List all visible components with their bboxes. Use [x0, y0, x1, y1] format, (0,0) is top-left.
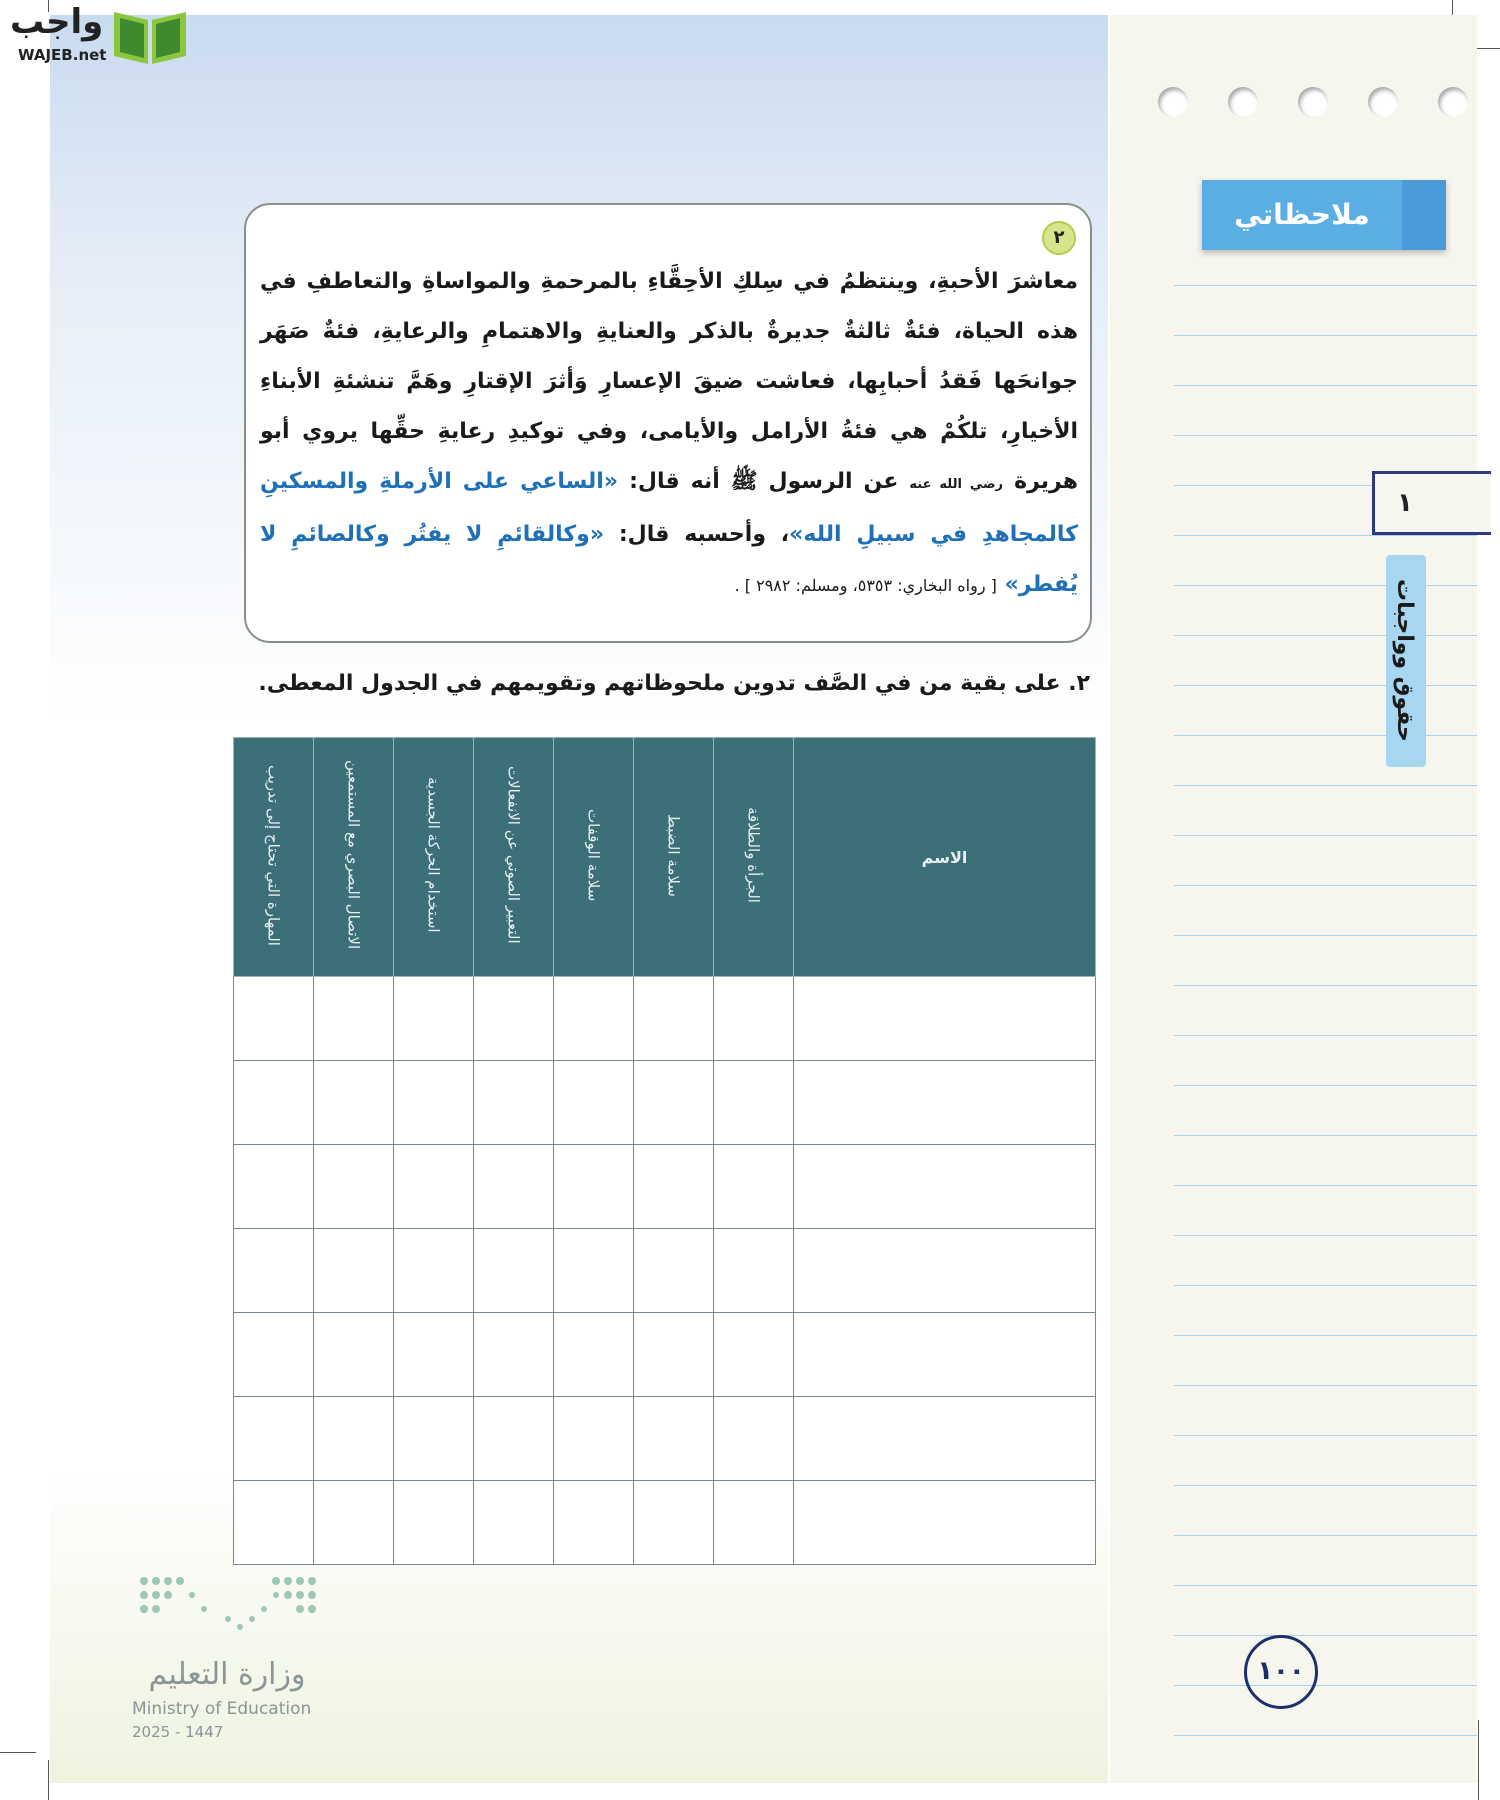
rating-cell[interactable] [234, 1229, 314, 1313]
edition-year: 2025 - 1447 [132, 1723, 224, 1741]
rating-cell[interactable] [474, 1061, 554, 1145]
rating-cell[interactable] [234, 977, 314, 1061]
crop-mark [48, 1760, 49, 1800]
ruled-line [1174, 935, 1477, 936]
rating-cell[interactable] [394, 1229, 474, 1313]
ruled-line [1174, 1485, 1477, 1486]
rating-cell[interactable] [314, 1229, 394, 1313]
hadith-box [244, 203, 1092, 643]
ruled-line [1174, 1585, 1477, 1586]
table-row [234, 1481, 1096, 1565]
ministry-logo [132, 1575, 332, 1745]
item-number-badge: ٢ [1042, 221, 1076, 255]
rating-cell[interactable] [714, 977, 794, 1061]
unit-title: حقوق وواجبات [1392, 579, 1417, 742]
rating-cell[interactable] [714, 1229, 794, 1313]
site-logo [6, 2, 188, 68]
rating-cell[interactable] [714, 1481, 794, 1565]
ruled-line [1174, 1235, 1477, 1236]
ministry-name-en: Ministry of Education [132, 1699, 312, 1719]
name-cell[interactable] [794, 1229, 1096, 1313]
companion-honorific: رضي الله عنه [909, 477, 1004, 492]
header-criterion: استخدام الحركة الجسدية [394, 738, 474, 977]
ruled-line [1174, 1085, 1477, 1086]
ruled-line [1174, 1635, 1477, 1636]
rating-cell[interactable] [394, 1481, 474, 1565]
ruled-line [1174, 1135, 1477, 1136]
hadith-reference: [ رواه البخاري: ٥٣٥٣، ومسلم: ٢٩٨٢ ] . [734, 576, 997, 595]
hadith-narration: عن الرسول [768, 469, 899, 494]
table-row [234, 1061, 1096, 1145]
ruled-line [1174, 1435, 1477, 1436]
rating-cell[interactable] [634, 1481, 714, 1565]
rating-cell[interactable] [314, 1145, 394, 1229]
rating-cell[interactable] [474, 1229, 554, 1313]
rating-cell[interactable] [714, 1397, 794, 1481]
ruled-line [1174, 1735, 1477, 1736]
ruled-line [1174, 985, 1477, 986]
rating-cell[interactable] [314, 1481, 394, 1565]
open-book-icon [110, 6, 190, 68]
rating-cell[interactable] [474, 1145, 554, 1229]
hadith-said: أنه قال: [629, 469, 720, 494]
rating-cell[interactable] [234, 1481, 314, 1565]
name-cell[interactable] [794, 1397, 1096, 1481]
rating-cell[interactable] [634, 1145, 714, 1229]
prophet-honorific: ﷺ [730, 469, 758, 494]
hadith-paragraph [260, 257, 1078, 611]
header-criterion: المهارة التي تحتاج إلى تدريب [234, 738, 314, 977]
rating-cell[interactable] [634, 1397, 714, 1481]
table-row [234, 1229, 1096, 1313]
crop-mark [1478, 1720, 1479, 1800]
rating-cell[interactable] [314, 1061, 394, 1145]
ruled-line [1174, 335, 1477, 336]
ministry-emblem-icon [138, 1575, 318, 1637]
header-criterion: الاتصال البصري مع المستمعين [314, 738, 394, 977]
logo-word: واجب [10, 2, 104, 42]
table-row [234, 977, 1096, 1061]
ruled-line [1174, 835, 1477, 836]
rating-cell[interactable] [314, 977, 394, 1061]
name-cell[interactable] [794, 977, 1096, 1061]
name-cell[interactable] [794, 1481, 1096, 1565]
rating-cell[interactable] [714, 1061, 794, 1145]
ruled-line [1174, 1185, 1477, 1186]
rating-cell[interactable] [234, 1397, 314, 1481]
rating-cell[interactable] [394, 1061, 474, 1145]
header-criterion: الجرأة والطلاقة [714, 738, 794, 977]
rating-cell[interactable] [554, 1313, 634, 1397]
binder-hole [1438, 87, 1468, 117]
rating-cell[interactable] [554, 1145, 634, 1229]
rating-cell[interactable] [634, 977, 714, 1061]
rating-cell[interactable] [714, 1145, 794, 1229]
notes-tab [1202, 180, 1446, 250]
notes-tab-label: ملاحظاتي [1202, 180, 1402, 250]
ruled-line [1174, 885, 1477, 886]
rating-cell[interactable] [634, 1313, 714, 1397]
hadith-quote-2: «وكالقائمِ لا يفتُر وكالصائمِ لا يُفطر» [260, 522, 1078, 597]
ruled-line [1174, 1685, 1477, 1686]
rating-cell[interactable] [394, 1397, 474, 1481]
rating-cell[interactable] [474, 1397, 554, 1481]
notes-panel [1110, 15, 1477, 1783]
page-number: ١٠٠ [1244, 1635, 1318, 1709]
rating-cell[interactable] [554, 1229, 634, 1313]
rating-cell[interactable] [554, 1061, 634, 1145]
name-cell[interactable] [794, 1061, 1096, 1145]
rating-cell[interactable] [234, 1061, 314, 1145]
binder-hole [1298, 87, 1328, 117]
rating-cell[interactable] [314, 1397, 394, 1481]
ruled-line [1174, 435, 1477, 436]
rating-cell[interactable] [234, 1145, 314, 1229]
ruled-line [1174, 585, 1477, 586]
rating-cell[interactable] [474, 1481, 554, 1565]
hadith-continuation: ، وأحسبه قال: [618, 522, 790, 547]
ruled-line [1174, 535, 1477, 536]
rating-cell[interactable] [634, 1061, 714, 1145]
crop-mark [0, 1752, 36, 1753]
ruled-line [1174, 1385, 1477, 1386]
binder-hole [1158, 87, 1188, 117]
name-cell[interactable] [794, 1145, 1096, 1229]
rating-cell[interactable] [234, 1313, 314, 1397]
ruled-line [1174, 685, 1477, 686]
table-row [234, 1145, 1096, 1229]
ruled-line [1174, 635, 1477, 636]
ruled-line [1174, 1285, 1477, 1286]
ruled-line [1174, 1035, 1477, 1036]
name-cell[interactable] [794, 1313, 1096, 1397]
ruled-line [1174, 1335, 1477, 1336]
hadith-intro: معاشرَ الأحبةِ، وينتظمُ في سِلكِ الأحِقَّاءِ بالمرحمةِ والمواساةِ والتعاطفِ في هذه الحياة، فئةٌ ثالثةٌ جديرةٌ بالذكر والعنايةِ والاهتمامِ والرعايةِ، فئةٌ صَهَر جوانحَها فَقدُ أحبابِها، فعاشت ضيقَ الإعسارِ وَأثرَ الإقتارِ وهَمَّ تنشئةِ الأبناءِ الأخيارِ، تلكُمْ هي فئةُ الأرامل والأيامى، وفي توكيدِ رعايةِ حقِّها يروي أبو هريرة [260, 269, 1078, 494]
table-row [234, 1397, 1096, 1481]
rating-cell[interactable] [394, 977, 474, 1061]
table-row [234, 1313, 1096, 1397]
ministry-name-ar: وزارة التعليم [148, 1657, 306, 1692]
header-criterion: سلامة الوقفات [554, 738, 634, 977]
binder-hole [1228, 87, 1258, 117]
unit-number: ١ [1372, 471, 1491, 535]
logo-net: WAJEB.net [18, 46, 107, 64]
evaluation-table [233, 737, 1096, 1565]
rating-cell[interactable] [554, 977, 634, 1061]
rating-cell[interactable] [314, 1313, 394, 1397]
header-criterion: التعبير الصوتي عن الانفعالات [474, 738, 554, 977]
rating-cell[interactable] [394, 1313, 474, 1397]
ruled-line [1174, 735, 1477, 736]
ruled-line [1174, 385, 1477, 386]
rating-cell[interactable] [554, 1481, 634, 1565]
header-criterion: سلامة الضبط [634, 738, 714, 977]
instruction-text: ٢. على بقية من في الصَّف تدوين ملحوظاتهم وتقويمهم في الجدول المعطى. [258, 671, 1090, 696]
hadith-quote-1: «الساعي على الأرملةِ والمسكينِ كالمجاهدِ في سبيلِ الله» [260, 469, 1078, 547]
header-name: الاسم [794, 738, 1096, 977]
ruled-line [1174, 1535, 1477, 1536]
rating-cell[interactable] [554, 1397, 634, 1481]
rating-cell[interactable] [394, 1145, 474, 1229]
unit-title-tab [1386, 555, 1426, 767]
rating-cell[interactable] [634, 1229, 714, 1313]
ruled-line [1174, 285, 1477, 286]
ruled-line [1174, 785, 1477, 786]
workbook-page [50, 15, 1108, 1783]
table-header-row [234, 738, 1096, 977]
binder-hole [1368, 87, 1398, 117]
rating-cell[interactable] [474, 977, 554, 1061]
rating-cell[interactable] [474, 1313, 554, 1397]
rating-cell[interactable] [714, 1313, 794, 1397]
